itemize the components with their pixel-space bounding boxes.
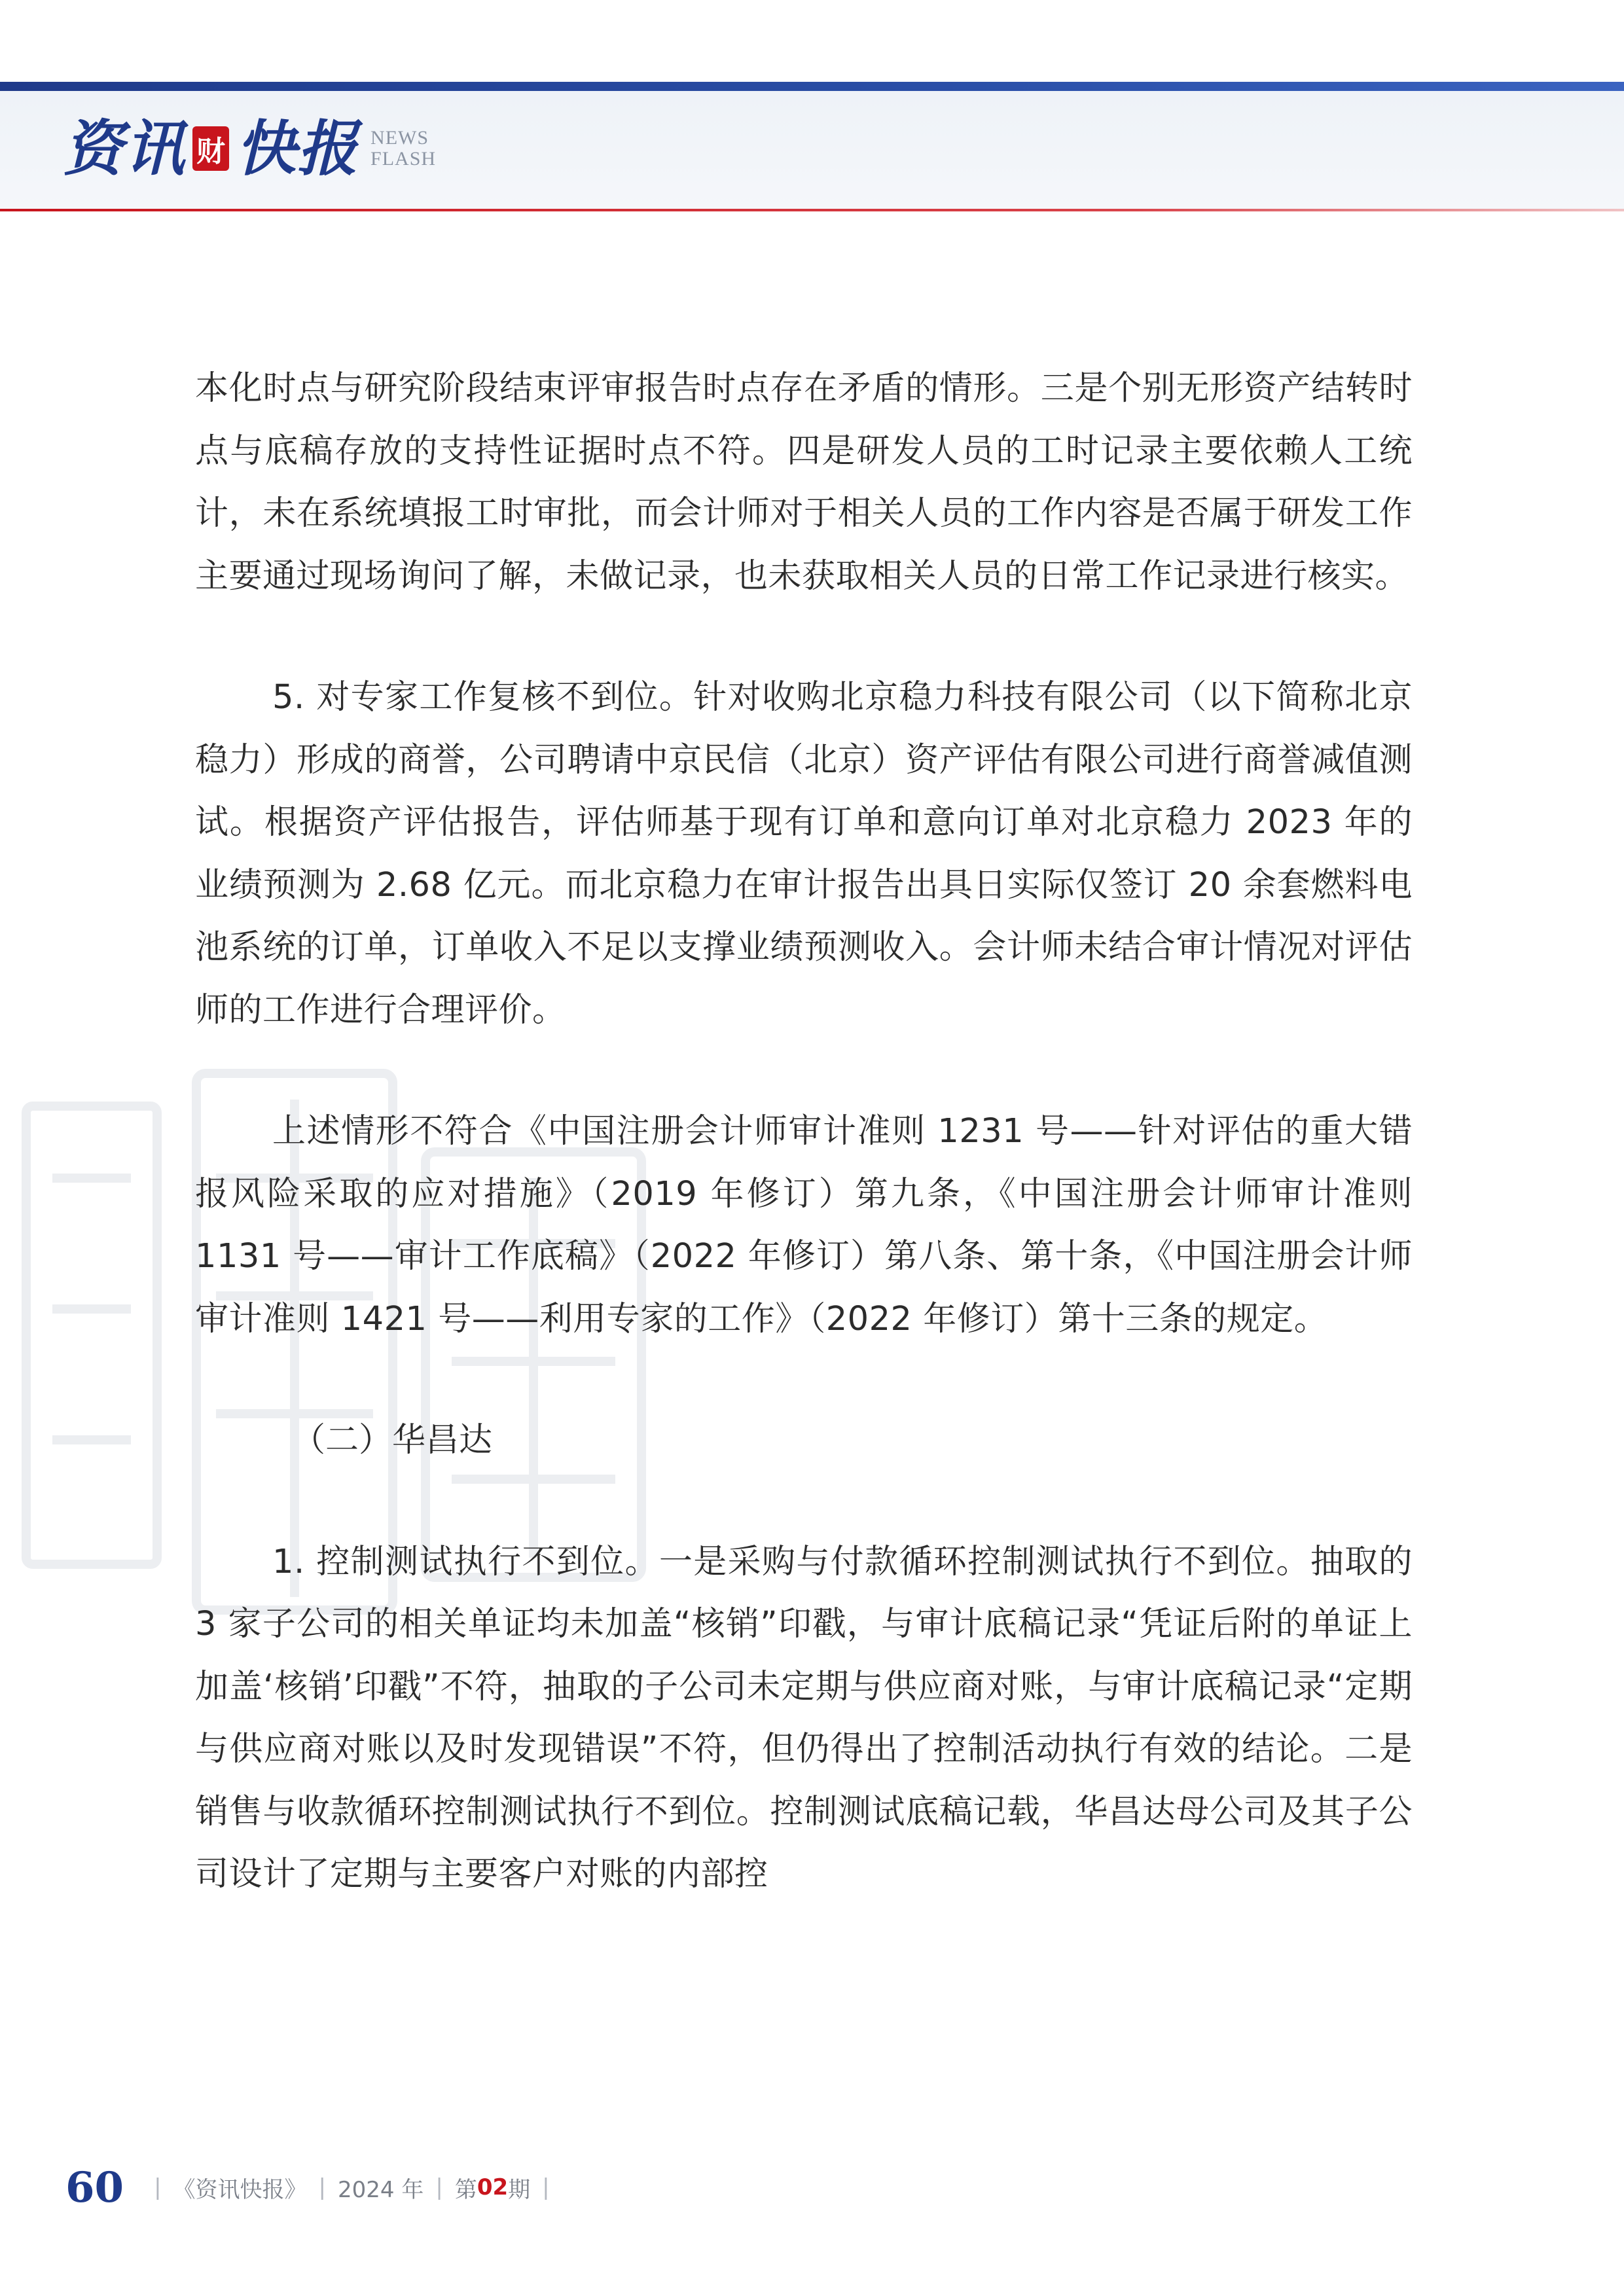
header-red-line <box>0 209 1624 211</box>
footer-year: 2024 年 <box>338 2176 424 2203</box>
footer-issue-prefix: 第 <box>454 2176 477 2203</box>
section-subheading: （二）华昌达 <box>292 1421 493 1460</box>
footer-separator: | <box>154 2174 162 2200</box>
masthead-title-part1: 资讯 <box>63 113 187 184</box>
paragraph-expert-review: 5. 对专家工作复核不到位。针对收购北京稳力科技有限公司（以下简称北京稳力）形成的商誉，公司聘请中京民信（北京）资产评估有限公司进行商誉减值测试。根据资产评估报告，评估师基于现有订单和意向订单对北京稳力 2023 年的业绩预测为 2.68 亿元。而北京稳力在审计报告出具日实际仅签订 20 余套燃料电池系统的订单，订单收入不足以支撑业绩预测收入。会计师未结合审计情况对评估师的工作进行合理评价。 <box>195 678 1413 1030</box>
footer-publication: 《资讯快报》 <box>173 2176 307 2203</box>
footer-separator: | <box>318 2174 326 2200</box>
footer-separator: | <box>435 2174 443 2200</box>
paragraph-continued: 本化时点与研究阶段结束评审报告时点存在矛盾的情形。三是个别无形资产结转时点与底稿存放的支持性证据时点不符。四是研发人员的工时记录主要依赖人工统计，未在系统填报工时审批，而会计师对于相关人员的工作内容是否属于研发工作主要通过现场询问了解，未做记录，也未获取相关人员的日常工作记录进行核实。 <box>195 369 1413 596</box>
page-footer <box>65 2161 562 2214</box>
masthead-seal: 财 <box>192 126 229 171</box>
article-body <box>195 357 1413 1906</box>
masthead-logo <box>63 113 436 185</box>
header-top-bar <box>0 82 1624 91</box>
paragraph-standards-violation: 上述情形不符合《中国注册会计师审计准则 1231 号——针对评估的重大错报风险采取的应对措施》（2019 年修订）第九条，《中国注册会计师审计准则 1131 号——审计工作底稿》（2022 年修订）第八条、第十条，《中国注册会计师审计准则 1421 号——利用专家的工作》（2022 年修订）第十三条的规定。 <box>195 1112 1413 1338</box>
footer-issue-suffix: 期 <box>508 2176 531 2203</box>
paragraph-control-testing: 1. 控制测试执行不到位。一是采购与付款循环控制测试执行不到位。抽取的 3 家子公司的相关单证均未加盖“核销”印戳，与审计底稿记录“凭证后附的单证上加盖‘核销’印戳”不符，抽取的子公司未定期与供应商对账，与审计底稿记录“定期与供应商对账以及时发现错误”不符，但仍得出了控制活动执行有效的结论。二是销售与收款循环控制测试执行不到位。控制测试底稿记载，华昌达母公司及其子公司设计了定期与主要客户对账的内部控 <box>195 1542 1413 1893</box>
masthead-title-part2: 快报 <box>236 113 359 184</box>
masthead-english-line1: NEWS <box>370 127 429 149</box>
masthead-english-line2: FLASH <box>370 148 437 170</box>
masthead-english <box>370 128 436 170</box>
page-number: 60 <box>65 2162 124 2212</box>
footer-issue-number: 02 <box>477 2174 509 2200</box>
footer-separator: | <box>542 2174 550 2200</box>
